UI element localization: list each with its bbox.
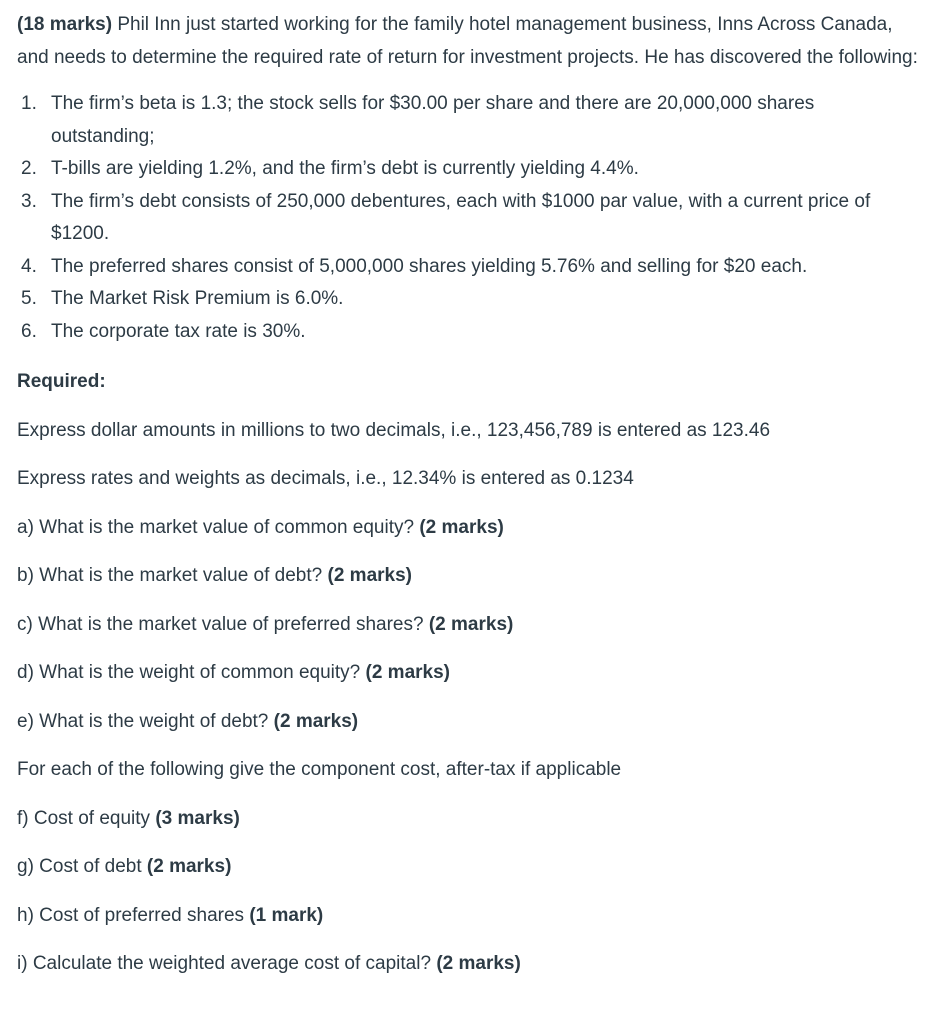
question-marks: (1 mark) (249, 904, 324, 926)
question-e (17, 708, 919, 736)
fact-number: 3. (21, 190, 37, 212)
question-marks: (2 marks) (327, 565, 412, 586)
rate-instruction: Express rates and weights as decimals, i.e., 12.34% is entered as 0.1234 (17, 468, 634, 489)
question-g (17, 853, 919, 881)
question-a (17, 514, 919, 542)
fact-item (17, 251, 919, 284)
question-text: i) Calculate the weighted average cost of capital? (17, 953, 437, 974)
question-text: c) What is the market value of preferred shares? (17, 613, 429, 635)
fact-text: The firm’s debt consists of 250,000 debentures, each with $1000 par value, with a current price of $1200. (51, 190, 871, 244)
fact-item (17, 316, 919, 349)
question-marks: (2 marks) (428, 613, 514, 635)
question-text: a) What is the market value of common equity? (17, 516, 420, 538)
fact-item (17, 88, 919, 153)
fact-text: The corporate tax rate is 30%. (51, 320, 306, 342)
component-cost-intro: For each of the following give the component cost, after-tax if applicable (17, 759, 622, 780)
question-marks: (2 marks) (365, 662, 450, 683)
question-text: e) What is the weight of debt? (17, 710, 274, 732)
total-marks: (18 marks) (17, 14, 113, 35)
fact-number: 2. (21, 158, 37, 179)
fact-number: 6. (21, 320, 37, 342)
question-text: d) What is the weight of common equity? (17, 662, 366, 683)
question-text: f) Cost of equity (17, 807, 156, 829)
fact-number: 5. (21, 288, 37, 309)
fact-number: 4. (21, 255, 37, 277)
question-marks: (2 marks) (419, 516, 504, 538)
question-text: h) Cost of preferred shares (17, 904, 250, 926)
question-marks: (2 marks) (273, 710, 359, 732)
question-b (17, 562, 919, 590)
question-marks: (3 marks) (155, 807, 240, 829)
question-text: b) What is the market value of debt? (17, 565, 328, 586)
fact-text: T-bills are yielding 1.2%, and the firm’s debt is currently yielding 4.4%. (51, 158, 639, 179)
intro-paragraph (17, 8, 919, 74)
question-text: g) Cost of debt (17, 856, 147, 877)
required-heading-text: Required: (17, 371, 106, 392)
question-i (17, 950, 919, 978)
fact-text: The firm’s beta is 1.3; the stock sells for $30.00 per share and there are 20,000,000 shares outstanding; (51, 93, 815, 147)
fact-item (17, 283, 919, 316)
fact-item (17, 153, 919, 186)
question-c (17, 611, 919, 639)
question-d (17, 659, 919, 687)
question-marks: (2 marks) (146, 856, 232, 877)
required-heading (17, 368, 919, 396)
dollar-instruction: Express dollar amounts in millions to two decimals, i.e., 123,456,789 is entered as 123.46 (17, 419, 771, 441)
intro-text: Phil Inn just started working for the family hotel management business, Inns Across Canada, and needs to determine the required rate of return for investment projects. He has discovered the following: (17, 14, 918, 68)
question-f (17, 805, 919, 833)
fact-text: The Market Risk Premium is 6.0%. (51, 288, 344, 309)
question-marks: (2 marks) (436, 953, 521, 974)
fact-number: 1. (21, 93, 37, 114)
fact-text: The preferred shares consist of 5,000,000 shares yielding 5.76% and selling for $20 each. (51, 255, 808, 277)
question-h (17, 902, 919, 930)
fact-item (17, 186, 919, 251)
facts-list (17, 88, 919, 348)
